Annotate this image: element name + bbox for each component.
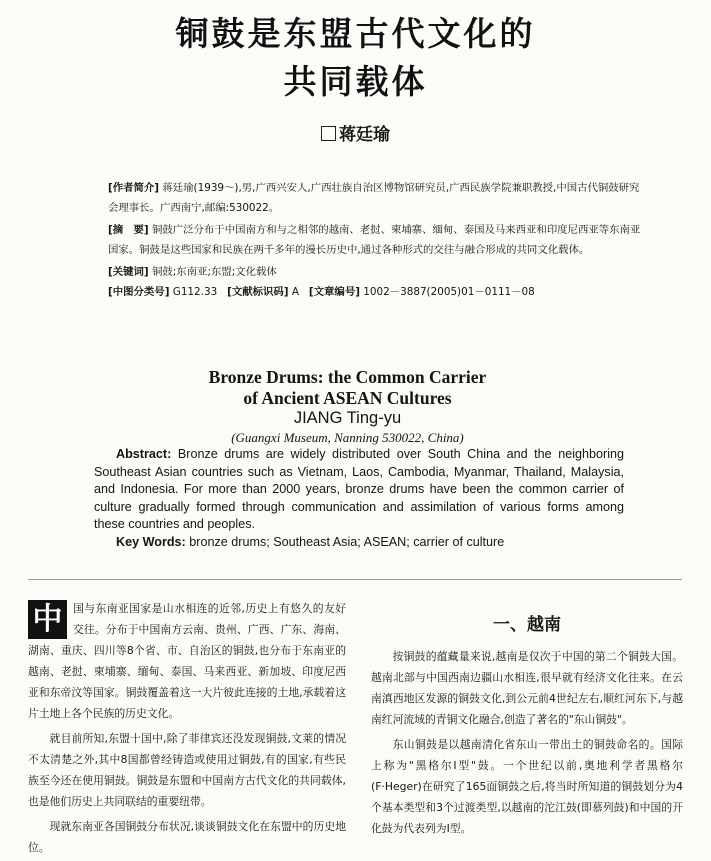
intro-text: 国与东南亚国家是山水相连的近邻,历史上有悠久的友好交往。分布于中国南方云南、贵州、广西、广东、海南、湖南、重庆、四川等8个省、市、自治区的铜鼓,也分布于东南亚的越南、老挝、柬埔寨、缅甸、泰国、马来西亚、新加坡、印度尼西亚和东帝汶等国家。铜鼓覆盖着这一大片彼此连接的土地,承载着这片土地上各个民族的历史文化。 — [28, 602, 346, 720]
english-keywords-label: Key Words: — [116, 534, 186, 549]
english-keywords-text: bronze drums; Southeast Asia; ASEAN; carrier of culture — [189, 534, 505, 549]
author-bio — [108, 178, 648, 218]
english-abstract-label: Abstract: — [116, 447, 172, 461]
bio-text: 蒋廷瑜(1939～),男,广西兴安人,广西壮族自治区博物馆研究员,广西民族学院兼职教授,中国古代铜鼓研究会理事长。广西南宁,邮编:530022。 — [108, 182, 640, 214]
abstract-text: 铜鼓广泛分布于中国南方和与之相邻的越南、老挝、柬埔寨、缅甸、泰国及马来西亚和印度尼西亚等东南亚国家。铜鼓是这些国家和民族在两千多年的漫长历史中,通过各种形式的交往与融合形成的共同文化载体。 — [108, 224, 641, 256]
english-affiliation: (Guangxi Museum, Nanning 530022, China) — [231, 430, 464, 445]
english-abstract-block — [94, 446, 624, 551]
author-name: 蒋廷瑜 — [339, 125, 390, 145]
author-name-block — [0, 120, 711, 145]
author-box-icon — [321, 126, 336, 141]
page-title-line1: 铜鼓是东盟古代文化的 — [175, 14, 536, 53]
chinese-abstract — [108, 220, 648, 260]
doccode-value: A — [291, 286, 299, 298]
section-heading-vietnam: 一、越南 — [493, 615, 561, 635]
intro-paragraph — [28, 598, 346, 724]
chinese-keywords — [108, 262, 648, 282]
bio-label: [作者简介] — [108, 182, 160, 194]
page-title-line2: 共同载体 — [283, 62, 428, 101]
english-abstract — [94, 446, 624, 534]
doccode-label: [文献标识码] — [227, 286, 289, 298]
metadata-block — [108, 178, 648, 302]
paragraph-3: 现就东南亚各国铜鼓分布状况,谈谈铜鼓文化在东盟中的历史地位。 — [28, 820, 346, 854]
english-title-line2: of Ancient ASEAN Cultures — [243, 388, 452, 408]
vietnam-paragraph-2: 东山铜鼓是以越南清化省东山一带出土的铜鼓命名的。国际上称为"黑格尔Ⅰ型"鼓。一个世纪以前,奥地利学者黑格尔(F·Heger)在研究了165面铜鼓之后,将当时所知道的铜鼓划分为4个基本类型和3个过渡类型,以越南的沱江鼓(即慕列鼓)和中国的开化鼓为代表列为Ⅰ型。 — [371, 738, 683, 835]
right-column — [371, 615, 683, 839]
english-title-line1: Bronze Drums: the Common Carrier — [208, 367, 487, 387]
article-number-label: [文章编号] — [308, 286, 360, 298]
section-divider — [28, 579, 682, 580]
left-column — [28, 598, 346, 858]
vietnam-paragraph-1: 按铜鼓的蕴藏量来说,越南是仅次于中国的第二个铜鼓大国。越南北部与中国西南边疆山水相连,很早就有经济文化往来。在云南滇西地区发源的铜鼓文化,到公元前4世纪左右,顺红河东下,与越南红河流域的青铜文化融合,创造了著名的"东山铜鼓"。 — [371, 650, 683, 726]
classification-line — [108, 282, 648, 302]
dropcap: 中 — [28, 600, 67, 639]
english-keywords — [94, 534, 624, 552]
article-number-value: 1002－3887(2005)01－0111－08 — [363, 286, 535, 298]
paragraph-2: 就目前所知,东盟十国中,除了菲律宾还没发现铜鼓,文莱的情况不太清楚之外,其中8国都曾经铸造或使用过铜鼓,有的国家,有些民族至今还在使用铜鼓。铜鼓是东盟和中国南方古代文化的共同载体,也是他们历史上共同联结的重要纽带。 — [28, 732, 346, 808]
keywords-label: [关键词] — [108, 266, 149, 278]
keywords-text: 铜鼓;东南亚;东盟;文化载体 — [151, 266, 277, 278]
abstract-label: [摘 要] — [108, 224, 149, 236]
clc-value: G112.33 — [172, 286, 218, 298]
clc-label: [中图分类号] — [108, 286, 170, 298]
english-author: JIANG Ting-yu — [293, 409, 402, 427]
english-abstract-text: Bronze drums are widely distributed over South China and the neighboring Southeast Asian countries such as Vietnam, Laos, Cambodia, Myanmar, Thailand, Malaysia, and Indonesia. For more than 2000 years, bronze drums have been the common carrier of culture gradually formed through communication and assimilation of various forms among these countries and peoples. — [94, 447, 625, 531]
